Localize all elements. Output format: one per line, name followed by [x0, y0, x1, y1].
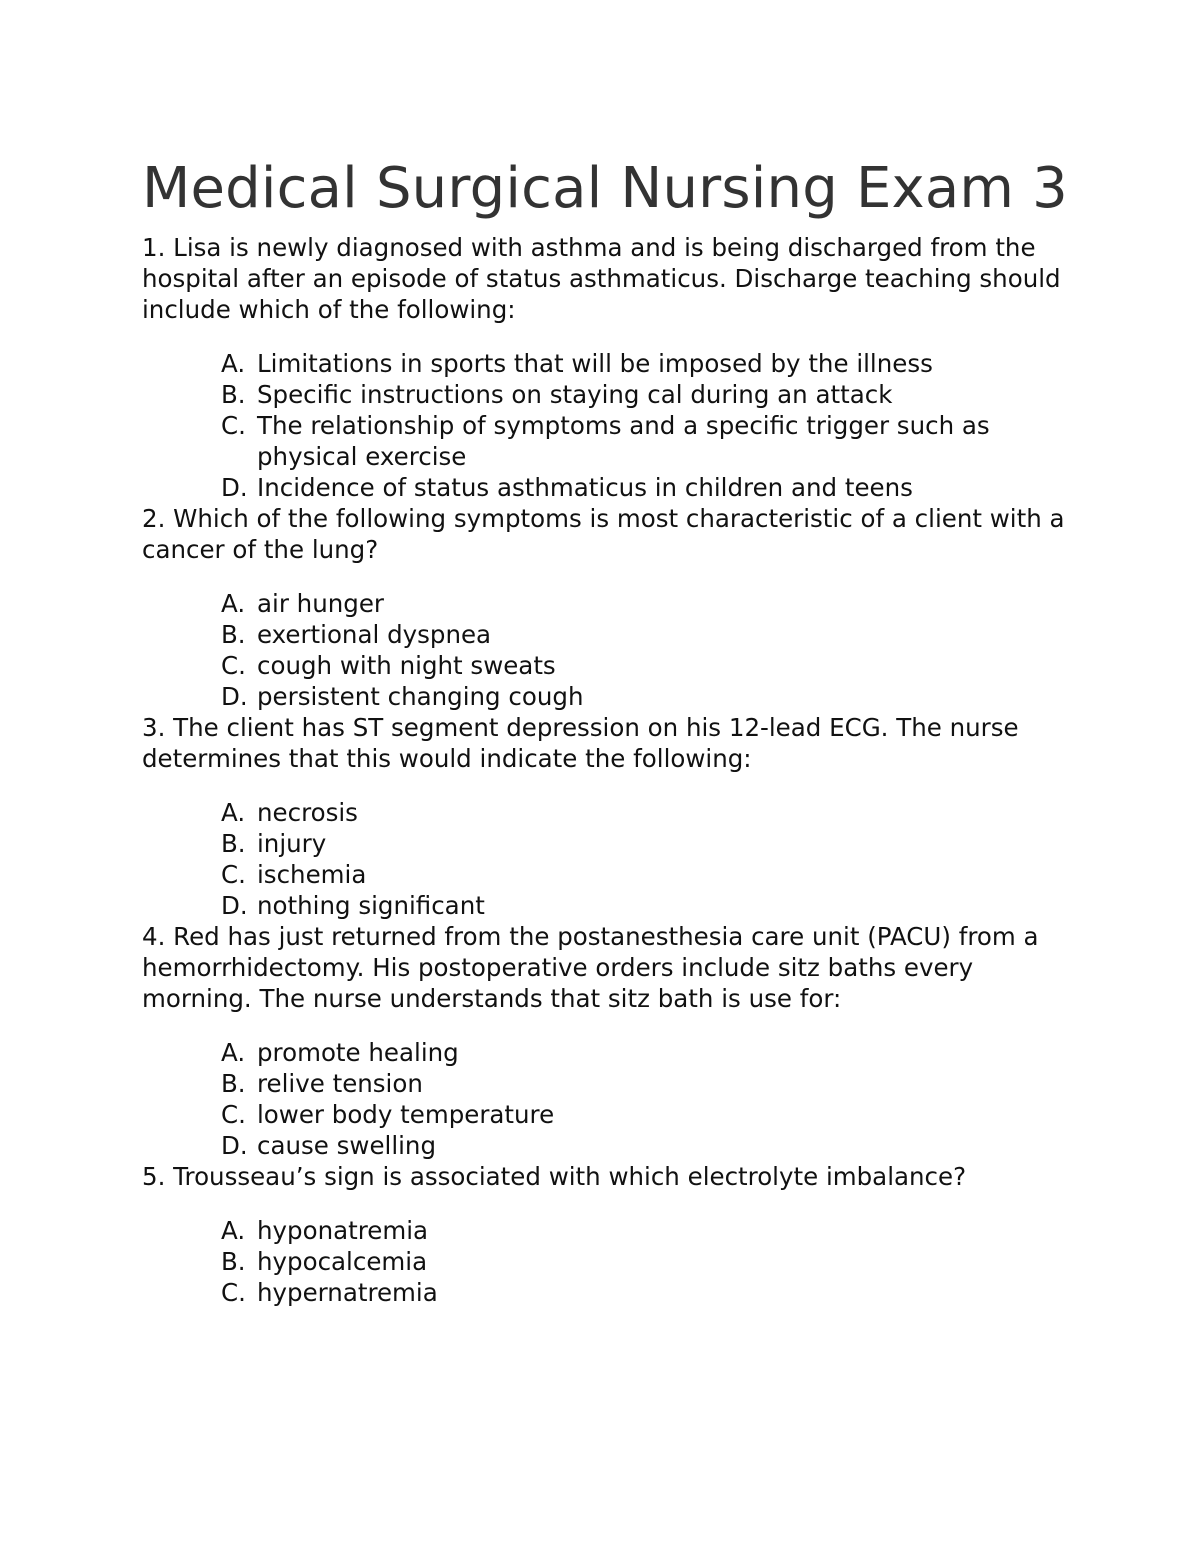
- answer-option-d: [221, 890, 1072, 921]
- option-letter: C.: [221, 411, 246, 440]
- question-text: 3. The client has ST segment depression on his 12-lead ECG. The nurse determines that this would indicate the following:: [142, 713, 1019, 773]
- option-letter: B.: [221, 620, 246, 649]
- answer-options: [142, 588, 1072, 712]
- answer-option-a: [221, 348, 1072, 379]
- option-letter: C.: [221, 860, 246, 889]
- answer-option-c: [221, 1099, 1072, 1130]
- answer-option-c: [221, 650, 1072, 681]
- option-text: cause swelling: [257, 1131, 437, 1160]
- option-text: ischemia: [257, 860, 367, 889]
- option-text: persistent changing cough: [257, 682, 584, 711]
- option-text: relive tension: [257, 1069, 423, 1098]
- option-text: hypocalcemia: [257, 1247, 428, 1276]
- question-3: [142, 712, 1072, 921]
- option-text: promote healing: [257, 1038, 459, 1067]
- answer-option-c: [221, 410, 1072, 472]
- answer-options: [142, 1215, 1072, 1308]
- answer-option-c: [221, 859, 1072, 890]
- option-letter: B.: [221, 1247, 246, 1276]
- question-text: 1. Lisa is newly diagnosed with asthma and is being discharged from the hospital after an episode of status asthmaticus. Discharge teaching should include which of the following:: [142, 233, 1061, 324]
- question-2: [142, 503, 1072, 712]
- option-letter: B.: [221, 380, 246, 409]
- option-letter: D.: [221, 473, 248, 502]
- answer-option-a: [221, 588, 1072, 619]
- answer-option-a: [221, 797, 1072, 828]
- answer-option-b: [221, 379, 1072, 410]
- option-text: cough with night sweats: [257, 651, 556, 680]
- option-text: necrosis: [257, 798, 358, 827]
- option-text: injury: [257, 829, 327, 858]
- question-4: [142, 921, 1072, 1161]
- answer-option-b: [221, 619, 1072, 650]
- answer-option-d: [221, 1130, 1072, 1161]
- option-text: exertional dyspnea: [257, 620, 492, 649]
- option-letter: A.: [221, 1216, 246, 1245]
- answer-options: [142, 348, 1072, 503]
- option-text: Specific instructions on staying cal during an attack: [257, 380, 893, 409]
- question-text: 2. Which of the following symptoms is most characteristic of a client with a cancer of the lung?: [142, 504, 1065, 564]
- option-letter: A.: [221, 798, 246, 827]
- option-letter: B.: [221, 1069, 246, 1098]
- answer-option-b: [221, 1068, 1072, 1099]
- option-letter: D.: [221, 891, 248, 920]
- option-text: Incidence of status asthmaticus in children and teens: [257, 473, 913, 502]
- option-letter: A.: [221, 1038, 246, 1067]
- document-page: [142, 150, 1072, 1308]
- answer-options: [142, 797, 1072, 921]
- option-letter: A.: [221, 349, 246, 378]
- answer-option-b: [221, 828, 1072, 859]
- option-text: nothing significant: [257, 891, 485, 920]
- option-letter: B.: [221, 829, 246, 858]
- option-text: hypernatremia: [257, 1278, 438, 1307]
- answer-option-a: [221, 1215, 1072, 1246]
- option-text: air hunger: [257, 589, 384, 618]
- option-text: lower body temperature: [257, 1100, 555, 1129]
- answer-option-b: [221, 1246, 1072, 1277]
- option-letter: C.: [221, 651, 246, 680]
- answer-option-c: [221, 1277, 1072, 1308]
- answer-option-d: [221, 681, 1072, 712]
- option-letter: D.: [221, 1131, 248, 1160]
- answer-option-d: [221, 472, 1072, 503]
- option-letter: C.: [221, 1100, 246, 1129]
- question-5: [142, 1161, 1072, 1308]
- option-text: The relationship of symptoms and a specific trigger such as physical exercise: [257, 411, 990, 471]
- option-text: Limitations in sports that will be imposed by the illness: [257, 349, 933, 378]
- answer-options: [142, 1037, 1072, 1161]
- question-1: [142, 232, 1072, 503]
- answer-option-a: [221, 1037, 1072, 1068]
- option-letter: A.: [221, 589, 246, 618]
- document-title: Medical Surgical Nursing Exam 3: [142, 156, 1068, 221]
- option-letter: D.: [221, 682, 248, 711]
- option-text: hyponatremia: [257, 1216, 429, 1245]
- option-letter: C.: [221, 1278, 246, 1307]
- question-text: 5. Trousseau’s sign is associated with which electrolyte imbalance?: [142, 1162, 967, 1191]
- question-text: 4. Red has just returned from the postanesthesia care unit (PACU) from a hemorrhidectomy. His postoperative orders include sitz baths every morning. The nurse understands that sitz bath is use for:: [142, 922, 1039, 1013]
